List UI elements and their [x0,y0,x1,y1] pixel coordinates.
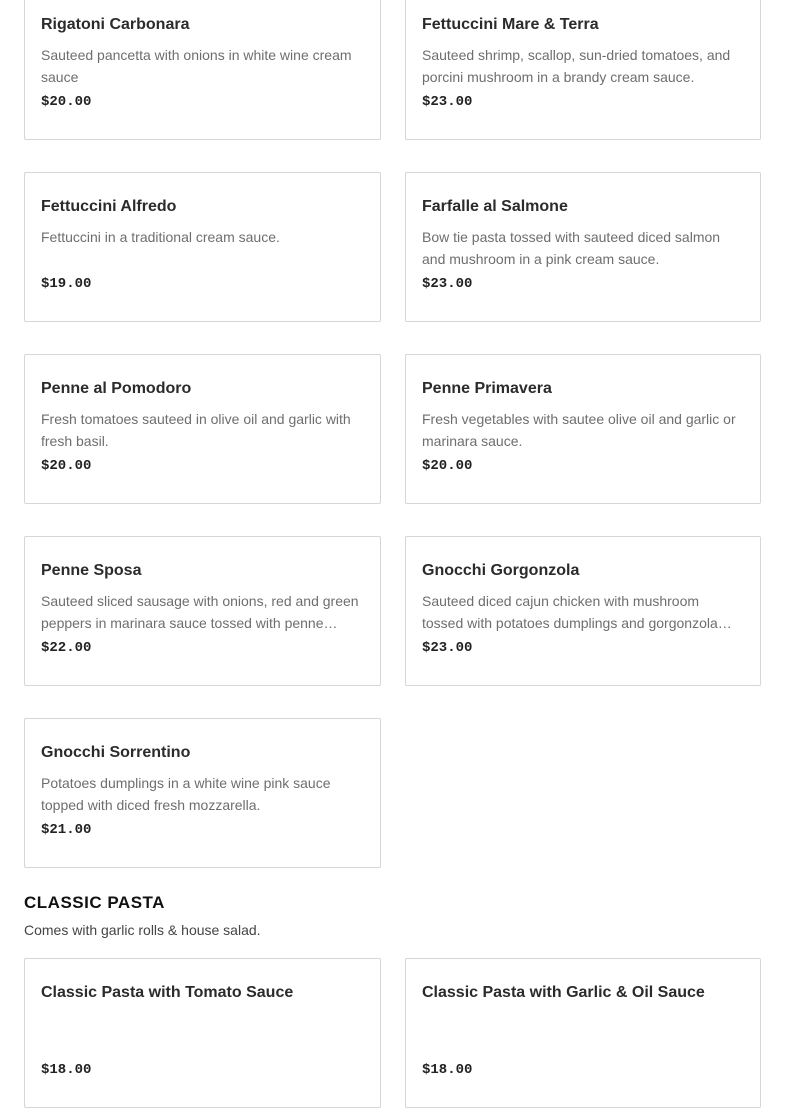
menu-item-card[interactable] [405,536,761,686]
menu-item-description: Fresh vegetables with sautee olive oil and garlic or marinara sauce. [422,411,736,449]
menu-item-card[interactable] [24,718,381,868]
menu-item-price: $21.00 [41,822,92,838]
menu-item-price: $23.00 [422,94,473,110]
menu-item-card[interactable] [24,536,381,686]
menu-item-price: $20.00 [41,94,92,110]
section-subtitle: Comes with garlic rolls & house salad. [24,922,261,938]
menu-item-name: Farfalle al Salmone [422,198,568,215]
menu-item-card[interactable] [405,172,761,322]
menu-item-price: $23.00 [422,640,473,656]
menu-item-name: Classic Pasta with Tomato Sauce [41,984,294,1001]
menu-item-name: Classic Pasta with Garlic & Oil Sauce [422,984,705,1001]
menu-item-price: $20.00 [41,458,92,474]
menu-item-price: $18.00 [41,1062,92,1078]
menu-item-description: Sauteed sliced sausage with onions, red and green peppers in marinara sauce tossed with penne… [41,593,359,631]
menu-item-name: Rigatoni Carbonara [41,16,190,33]
menu-item-name: Gnocchi Gorgonzola [422,562,580,579]
menu-item-name: Fettuccini Alfredo [41,198,177,215]
menu-item-card[interactable] [24,958,381,1108]
menu-item-card[interactable] [24,172,381,322]
menu-item-description: Sauteed diced cajun chicken with mushroom tossed with potatoes dumplings and gorgonzola… [422,593,732,631]
menu-item-description: Bow tie pasta tossed with sauteed diced salmon and mushroom in a pink cream sauce. [422,229,721,267]
menu-item-name: Gnocchi Sorrentino [41,744,191,761]
menu-item-price: $19.00 [41,276,92,292]
menu-item-name: Penne Sposa [41,562,142,579]
section-title: CLASSIC PASTA [24,893,165,912]
menu-item-card[interactable] [405,958,761,1108]
menu-item-description: Fresh tomatoes sauteed in olive oil and garlic with fresh basil. [41,411,351,449]
menu-item-price: $20.00 [422,458,473,474]
menu-item-card[interactable] [24,354,381,504]
menu-item-name: Fettuccini Mare & Terra [422,16,599,33]
menu-item-description: Potatoes dumplings in a white wine pink sauce topped with diced fresh mozzarella. [41,775,331,813]
menu-item-price: $23.00 [422,276,473,292]
menu-item-name: Penne Primavera [422,380,552,397]
menu-item-card[interactable] [405,0,761,140]
menu-item-description: Fettuccini in a traditional cream sauce. [41,229,280,245]
menu-item-price: $22.00 [41,640,92,656]
menu-item-card[interactable] [24,0,381,140]
menu-item-description: Sauteed pancetta with onions in white wine cream sauce [41,47,352,85]
menu-item-price: $18.00 [422,1062,473,1078]
menu-item-name: Penne al Pomodoro [41,380,192,397]
menu-item-description: Sauteed shrimp, scallop, sun-dried tomatoes, and porcini mushroom in a brandy cream sauce. [422,47,731,85]
menu-item-card[interactable] [405,354,761,504]
